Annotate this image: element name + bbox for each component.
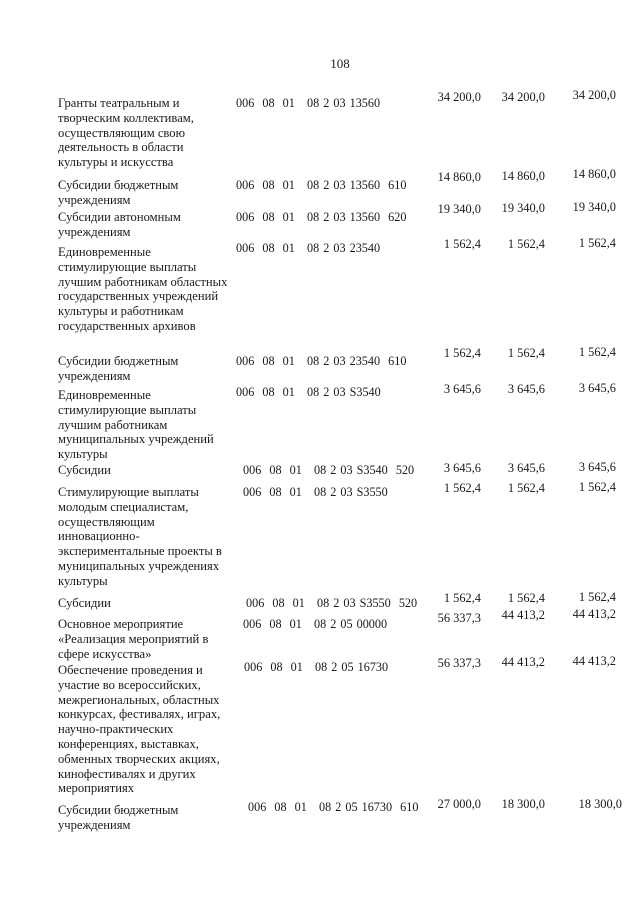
row-code: 006 08 01 08 2 05 16730	[244, 660, 389, 674]
value-col-2: 19 340,0	[501, 201, 545, 215]
value-col-2: 44 413,2	[501, 608, 545, 622]
page-number: 108	[330, 56, 350, 71]
value-col-3: 34 200,0	[572, 88, 616, 102]
value-col-3: 19 340,0	[572, 200, 616, 214]
value-col-1: 56 337,3	[437, 611, 481, 625]
value-col-2: 44 413,2	[501, 655, 545, 669]
value-col-2: 3 645,6	[507, 461, 545, 475]
row-code: 006 08 01 08 2 05 16730 610	[248, 800, 419, 814]
value-col-2: 34 200,0	[501, 90, 545, 104]
row-code: 006 08 01 08 2 03 13560 610	[236, 178, 407, 192]
value-col-3: 1 562,4	[578, 480, 616, 494]
value-col-2: 1 562,4	[507, 346, 545, 360]
row-name: Субсидии бюджетным учреждениям	[58, 178, 179, 207]
value-col-2: 18 300,0	[501, 797, 545, 811]
value-col-3: 14 860,0	[572, 167, 616, 181]
row-name: Основное мероприятие «Реализация мероприятий в сфере искусства»	[58, 617, 209, 661]
row-code: 006 08 01 08 2 03 13560	[236, 96, 381, 110]
value-col-3: 18 300,0	[578, 797, 622, 811]
row-code: 006 08 01 08 2 03 23540	[236, 241, 381, 255]
row-name: Субсидии автономным учреждениям	[58, 210, 181, 239]
value-col-1: 14 860,0	[437, 170, 481, 184]
row-name: Обеспечение проведения и участие во всероссийских, межрегиональных, областных конкурсах, фестивалях, играх, научно-практических конференциях, выставках, обменных творческих акциях, кинофестивалях и других мероприятиях	[58, 663, 221, 796]
value-col-1: 1 562,4	[443, 591, 481, 605]
row-name: Стимулирующие выплаты молодым специалистам, осуществляющим инновационно-экспериментальные проекты в муниципальных учреждениях культуры	[58, 485, 222, 588]
row-code: 006 08 01 08 2 03 S3550	[243, 485, 388, 499]
value-col-1: 3 645,6	[443, 382, 481, 396]
row-code: 006 08 01 08 2 03 23540 610	[236, 354, 407, 368]
value-col-3: 44 413,2	[572, 654, 616, 668]
row-name: Субсидии	[58, 596, 111, 610]
row-code: 006 08 01 08 2 03 S3540 520	[243, 463, 415, 477]
row-name: Субсидии	[58, 463, 111, 477]
value-col-3: 1 562,4	[578, 590, 616, 604]
value-col-1: 1 562,4	[443, 481, 481, 495]
value-col-2: 3 645,6	[507, 382, 545, 396]
value-col-1: 3 645,6	[443, 461, 481, 475]
value-col-1: 1 562,4	[443, 237, 481, 251]
row-name: Единовременные стимулирующие выплаты лучшим работникам областных государственных учреждений культуры и работникам государственных архивов	[58, 245, 228, 333]
row-name: Субсидии бюджетным учреждениям	[58, 803, 179, 832]
value-col-2: 1 562,4	[507, 481, 545, 495]
value-col-1: 1 562,4	[443, 346, 481, 360]
value-col-3: 1 562,4	[578, 236, 616, 250]
value-col-3: 3 645,6	[578, 460, 616, 474]
row-code: 006 08 01 08 2 03 S3550 520	[246, 596, 418, 610]
row-name: Гранты театральным и творческим коллективам, осуществляющим свою деятельность в области культуры и искусства	[58, 96, 194, 170]
row-code: 006 08 01 08 2 03 13560 620	[236, 210, 407, 224]
row-name: Единовременные стимулирующие выплаты лучшим работникам муниципальных учреждений культуры	[58, 388, 214, 462]
row-code: 006 08 01 08 2 05 00000	[243, 617, 388, 631]
value-col-3: 1 562,4	[578, 345, 616, 359]
value-col-1: 34 200,0	[437, 90, 481, 104]
value-col-1: 56 337,3	[437, 656, 481, 670]
value-col-1: 19 340,0	[437, 202, 481, 216]
value-col-2: 1 562,4	[507, 591, 545, 605]
row-name: Субсидии бюджетным учреждениям	[58, 354, 179, 383]
value-col-2: 14 860,0	[501, 169, 545, 183]
value-col-3: 3 645,6	[578, 381, 616, 395]
value-col-3: 44 413,2	[572, 607, 616, 621]
value-col-1: 27 000,0	[437, 797, 481, 811]
row-code: 006 08 01 08 2 03 S3540	[236, 385, 381, 399]
value-col-2: 1 562,4	[507, 237, 545, 251]
